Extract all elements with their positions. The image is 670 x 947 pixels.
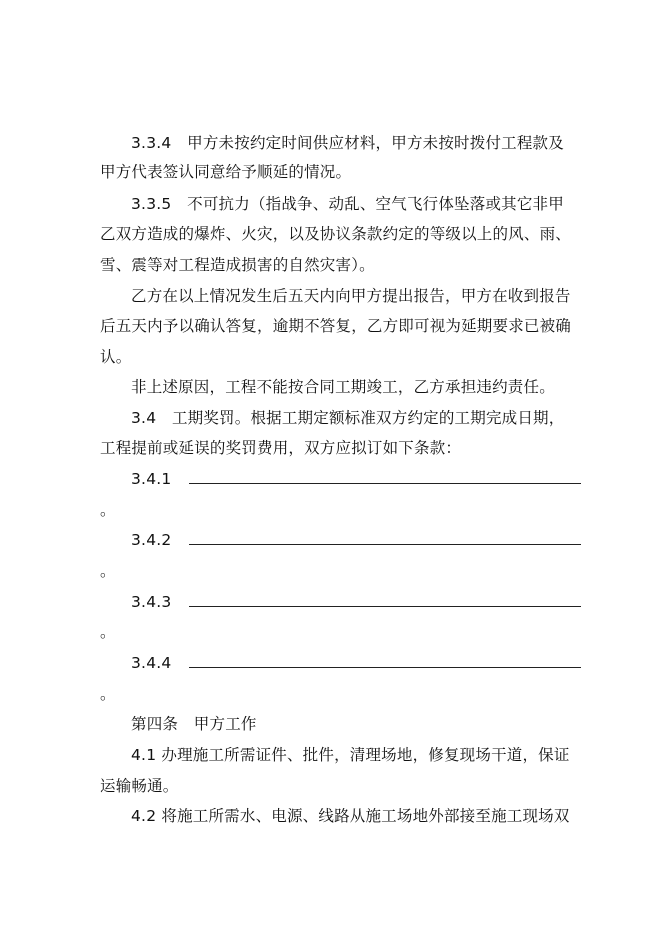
text-line: 后五天内予以确认答复，逾期不答复，乙方即可视为延期要求已被确 (100, 317, 572, 335)
text-line: 4.1 办理施工所需证件、批件，清理场地，修复现场干道，保证 (131, 746, 570, 764)
blank-item-label: 3.4.1 (131, 470, 172, 488)
text-line: 乙双方造成的爆炸、火灾，以及协议条款约定的等级以上的风、雨、 (100, 225, 572, 243)
text-line: 工程提前或延误的奖罚费用，双方应拟订如下条款： (100, 439, 462, 457)
blank-item-3-4-1 (131, 469, 611, 489)
fill-in-blank-line (189, 530, 581, 545)
period-mark: 。 (100, 501, 116, 519)
blank-item-3-4-3 (131, 592, 611, 612)
blank-item-3-4-2 (131, 530, 611, 550)
blank-item-3-4-4 (131, 653, 611, 673)
text-line: 甲方代表签认同意给予顺延的情况。 (100, 163, 352, 181)
text-line: 乙方在以上情况发生后五天内向甲方提出报告，甲方在收到报告 (131, 287, 571, 305)
fill-in-blank-line (189, 653, 581, 668)
text-line: 认。 (100, 348, 132, 366)
blank-item-label: 3.4.3 (131, 593, 172, 611)
period-mark: 。 (100, 623, 116, 641)
text-line: 3.3.4 甲方未按约定时间供应材料，甲方未按时拨付工程款及 (131, 134, 564, 152)
text-line: 3.4 工期奖罚。根据工期定额标准双方约定的工期完成日期， (131, 409, 565, 427)
fill-in-blank-line (189, 592, 581, 607)
text-line: 运输畅通。 (100, 777, 179, 795)
blank-item-label: 3.4.4 (131, 654, 172, 672)
text-line: 4.2 将施工所需水、电源、线路从施工场地外部接至施工现场双 (131, 807, 570, 825)
text-line: 3.3.5 不可抗力（指战争、动乱、空气飞行体坠落或其它非甲 (131, 195, 564, 213)
text-line: 雪、震等对工程造成损害的自然灾害）。 (100, 256, 375, 274)
fill-in-blank-line (189, 469, 581, 484)
blank-item-label: 3.4.2 (131, 531, 172, 549)
text-line: 非上述原因，工程不能按合同工期竣工，乙方承担违约责任。 (131, 378, 555, 396)
section-heading: 第四条 甲方工作 (131, 715, 257, 733)
period-mark: 。 (100, 685, 116, 703)
period-mark: 。 (100, 562, 116, 580)
